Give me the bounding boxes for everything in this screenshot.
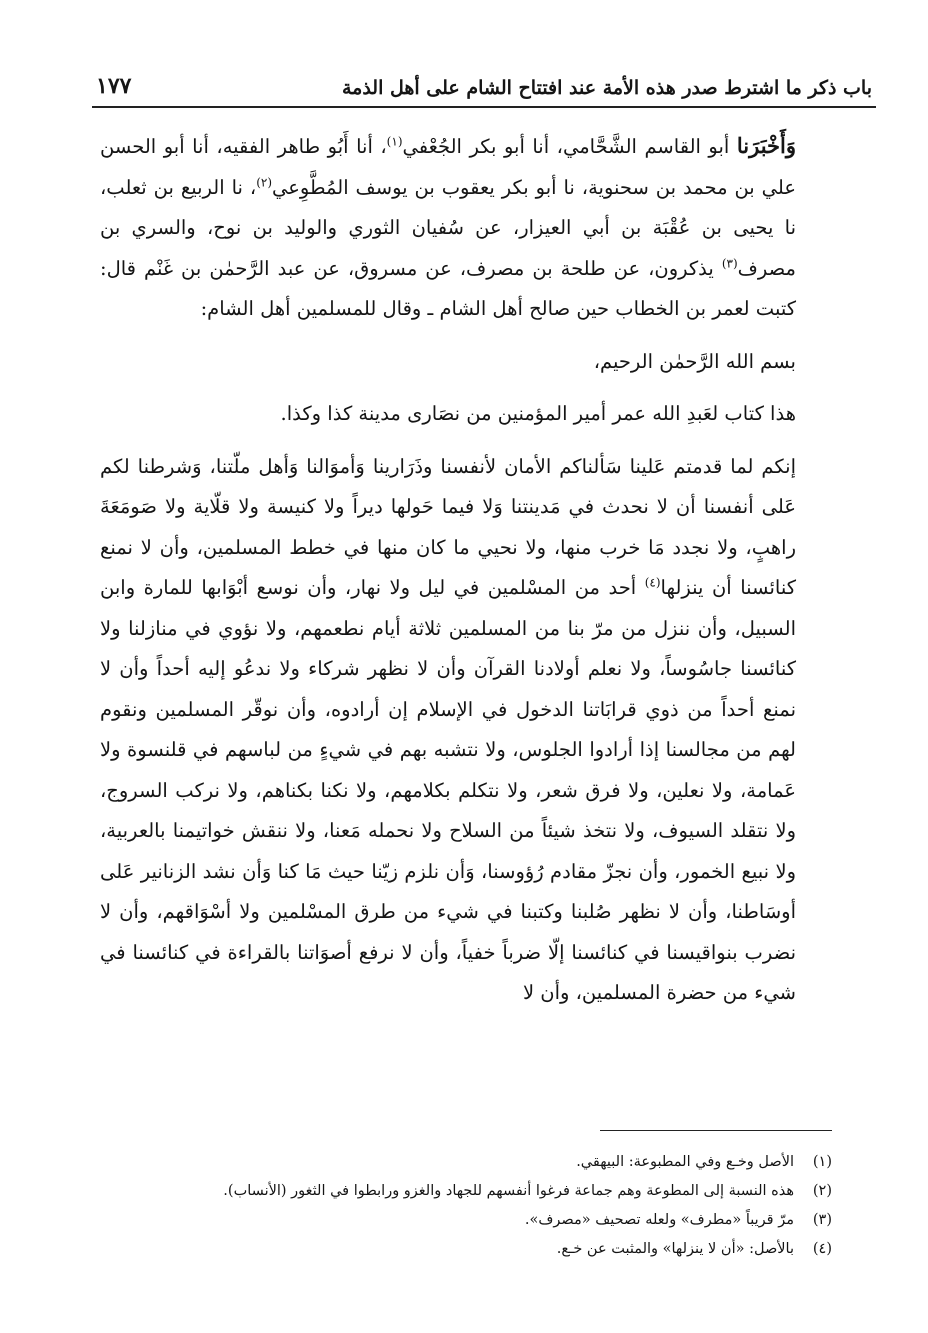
text-run: ، أنا أَبُو طاهر الفقيه، أنا أبو الحسن علي بن محمد بن سحنوية، نا أبو بكر يعقوب بن يوسف المُطَّوِعي xyxy=(100,135,796,199)
isnad-paragraph xyxy=(100,126,832,330)
footnote-number: (١) xyxy=(812,1154,832,1170)
footnote-number: (٣) xyxy=(812,1212,832,1228)
footnote-number: (٢) xyxy=(812,1183,832,1199)
text-run: أحد من المسْلمين في ليل ولا نهار، وأن نوسع أبْوَابها للمارة وابن السبيل، وأن ننزل من مرّ بنا من المسلمين ثلاثة أيام نطعمهم، ولا نؤوي في منازلنا ولا كنائسنا جاسُوساً، ولا نعلم أولادنا القرآن وأن لا نظهر شركاء ولا ندعُو إليه أحداً وأن لا نمنع أحداً من ذوي قرابَاتنا الدخول في الإسلام إن أرادوه، وأن نوقّر المسلمين ونقوم لهم من مجالسنا إذا أرادوا الجلوس، ولا نتشبه بهم في شيءٍ من لباسهم في قلنسوة ولا عَمامة، ولا نعلين، ولا فرق شعر، ولا نتكلم بكلامهم، ولا نكنا بكناهم، ولا نركب السروج، ولا نتقلد السيوف، ولا نتخذ شيئاً من السلاح ولا نحمله مَعنا، ولا ننقش خواتيمنا بالعربية، ولا نبيع الخمور، وأن نجزّ مقادم رُؤوسنا، وَأن نلزم زيّنا حيث مَا كنا وَأن نشد الزنانير عَلى أوسَاطنا، وأن لا نظهر صُلبنا وكتبنا في شيء من طرق المسْلمين ولا أسْوَاقهم، وأن لا نضرب بنواقيسنا في كنائسنا إلّا ضرباً خفياً، وأن لا نرفع أصوَاتنا بالقراءة في كنائسنا في شيء من حضرة المسلمين، وأن لا xyxy=(100,576,796,1004)
footnote-text: مرّ قريباً «مطرف» ولعله تصحيف «مصرف». xyxy=(524,1212,794,1228)
footnote xyxy=(100,1206,832,1235)
covenant-paragraph xyxy=(100,447,832,1014)
footnote-ref: (٤) xyxy=(644,575,661,590)
page-number: ١٧٧ xyxy=(96,73,132,99)
lead-word: وَأَخْبَرَنا xyxy=(736,133,796,158)
letter-heading: هذا كتاب لعَبدِ الله عمر أمير المؤمنين من نصَارى مدينة كذا وكذا. xyxy=(280,402,796,425)
footnote-rule xyxy=(600,1130,832,1131)
text-run: إنكم لما قدمتم عَلينا سَألناكم الأمان لأنفسنا وذَرَارينا وَأموَالنا وَأهل ملّتنا، وَشرطنا لكم عَلى أنفسنا أن لا نحدث في مَدينتنا وَلا فيما حَولها ديراً ولا كنيسة ولا قلّاية ولا صَومَعَةَ راهبٍ، ولا نجدد مَا خرب منها، ولا نحيي ما كان منها في خطط المسلمين، وأن لا نمنع كنائسنا أن ينزلها xyxy=(100,454,796,599)
footnote-ref: (٣) xyxy=(721,256,738,270)
footnote-ref: (١) xyxy=(386,134,403,149)
text-run: يذكرون، عن طلحة بن مصرف، عن مسروق، عن عبد الرَّحمٰن بن غَنْم قال: كتبت لعمر بن الخطاب حين صالح أهل الشام ـ وقال للمسلمين أهل الشام: xyxy=(100,256,796,320)
footnote-ref: (٢) xyxy=(256,175,273,189)
footnote-text: بالأصل: «أن لا ينزلها» والمثبت عن خـع. xyxy=(556,1241,794,1257)
text-run: ، نا الربيع بن ثعلب، نا يحيى بن عُقْبَة بن أبي العيزار، عن سُفيان الثوري والوليد بن نوح، والسري بن مصرف xyxy=(100,175,796,280)
footnote-text: الأصل وخـع وفي المطبوعة: البيهقي. xyxy=(576,1154,794,1170)
footnote xyxy=(100,1235,832,1264)
text-run: أبو القاسم الشَّحَّامي، أنا أبو بكر الجُعْفي xyxy=(402,135,737,158)
footnote-text: هذه النسبة إلى المطوعة وهم جماعة فرغوا أنفسهم للجهاد والغزو ورابطوا في الثغور (الأنساب). xyxy=(223,1183,794,1199)
footnote xyxy=(100,1177,832,1206)
basmala: بسم الله الرَّحمٰن الرحيم، xyxy=(593,349,796,373)
running-title: باب ذكر ما اشترط صدر هذه الأمة عند افتتاح الشام على أهل الذمة xyxy=(341,77,872,99)
main-text xyxy=(100,126,832,1014)
footnote-number: (٤) xyxy=(812,1241,832,1257)
header-rule xyxy=(92,106,876,108)
footnote xyxy=(100,1148,832,1177)
footnotes xyxy=(100,1148,832,1264)
page-header xyxy=(96,50,872,104)
